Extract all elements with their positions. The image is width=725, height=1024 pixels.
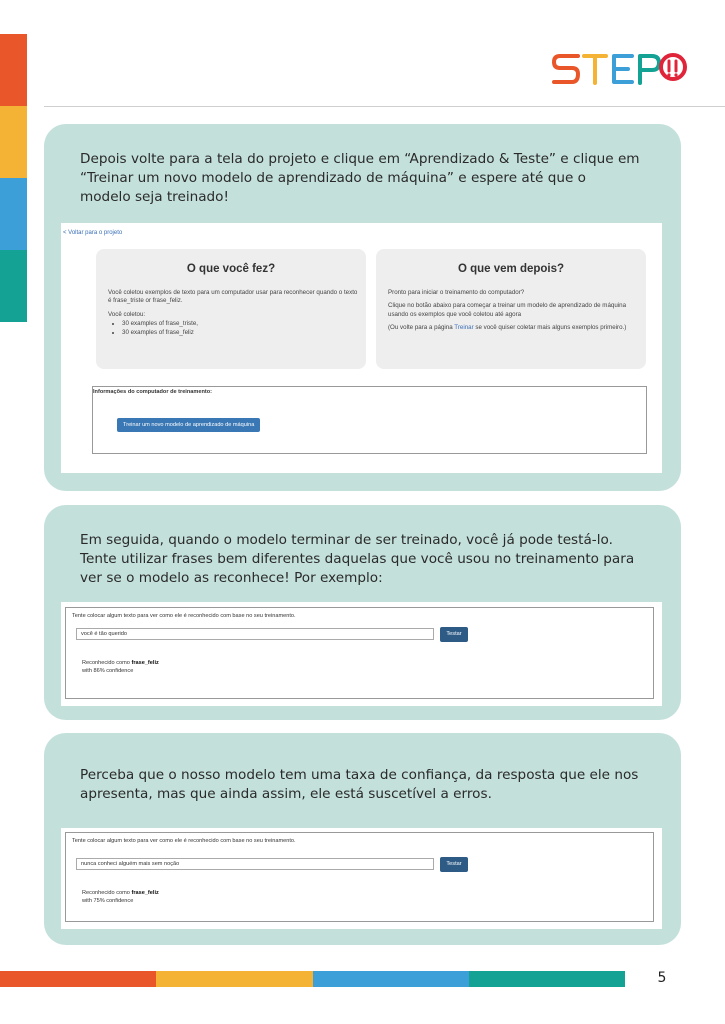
side-color-strip: [0, 34, 27, 322]
screenshot-test-1: [61, 602, 662, 706]
test-prompt: Tente colocar algum texto para ver como ele é reconhecido com base no seu treinamento.: [72, 613, 296, 619]
strip-teal: [0, 250, 27, 322]
result-label: frase_feliz: [131, 890, 159, 896]
what-comes-next-p2: Clique no botão abaixo para começar a treinar um modelo de aprendizado de máquina usando os exemplos que você coletou até agora: [388, 302, 627, 318]
result-prefix: Reconhecido como: [82, 890, 132, 896]
what-comes-next-p3: [388, 324, 638, 332]
section-2-text: Em seguida, quando o modelo terminar de ser treinado, você já pode testá-lo. Tente utilizar frases bem diferentes daquelas que você usou no treinamento para ver se o modelo as reconhece! Por exemplo:: [80, 532, 635, 586]
what-you-did-body: [108, 289, 358, 337]
what-you-did-p1: Você coletou exemplos de texto para um computador usar para reconhecer quando o texto é frase_triste or frase_feliz.: [108, 289, 358, 305]
strip-blue: [313, 971, 469, 987]
p3-text-b: se você quiser coletar mais alguns exemplos primeiro.): [473, 324, 627, 332]
list-item: • 30 examples of frase_triste,: [122, 320, 358, 328]
list-item: • 30 examples of frase_feliz: [122, 329, 358, 337]
section-card-3: [44, 733, 681, 945]
training-info-label: Informações do computador de treinamento:: [93, 389, 213, 395]
test-button[interactable]: Testar: [440, 627, 468, 642]
what-you-did-box: [96, 249, 366, 369]
screenshot-training: [61, 223, 662, 473]
test-panel: [65, 607, 654, 699]
test-panel: [65, 832, 654, 922]
test-result: [82, 889, 159, 905]
step-logo-icon: [661, 55, 685, 79]
page-number: 5: [657, 970, 667, 986]
result-confidence: with 86% confidence: [82, 668, 134, 674]
what-you-did-p2: Você coletou:: [108, 310, 146, 318]
p3-text-a: (Ou volte para a página: [388, 324, 455, 332]
back-to-project-link[interactable]: < Voltar para o projeto: [63, 230, 123, 236]
step-logo: [552, 50, 688, 90]
strip-orange: [0, 971, 156, 987]
train-new-model-button[interactable]: Treinar um novo modelo de aprendizado de máquina: [117, 418, 260, 432]
result-confidence: with 75% confidence: [82, 898, 134, 904]
strip-blue: [0, 178, 27, 250]
what-comes-next-title: O que vem depois?: [457, 263, 565, 275]
training-computer-panel: [92, 386, 647, 454]
test-text-input[interactable]: você é tão querido: [76, 628, 434, 640]
section-card-2: [44, 505, 681, 720]
what-you-did-title: O que você fez?: [186, 263, 276, 275]
section-1-text: Depois volte para a tela do projeto e clique em “Aprendizado & Teste” e clique em “Treinar um novo modelo de aprendizado de máquina” e espere até que o modelo seja treinado!: [80, 151, 640, 205]
section-3-text: Perceba que o nosso modelo tem uma taxa de confiança, da resposta que ele nos apresenta, mas que ainda assim, ele está suscetível a erros.: [80, 767, 639, 802]
strip-yellow: [0, 106, 27, 178]
result-label: frase_feliz: [131, 660, 159, 666]
test-text-input[interactable]: nunca conheci alguém mais sem noção: [76, 858, 434, 870]
test-button[interactable]: Testar: [440, 857, 468, 872]
bottom-color-strip: [0, 971, 625, 987]
section-card-1: [44, 124, 681, 491]
strip-yellow: [156, 971, 312, 987]
strip-teal: [469, 971, 625, 987]
header-divider: [44, 106, 725, 107]
strip-orange: [0, 34, 27, 106]
test-prompt: Tente colocar algum texto para ver como ele é reconhecido com base no seu treinamento.: [72, 838, 296, 844]
result-prefix: Reconhecido como: [82, 660, 132, 666]
what-comes-next-body: [388, 289, 638, 338]
test-result: [82, 659, 159, 675]
what-comes-next-box: [376, 249, 646, 369]
examples-list: [122, 320, 358, 337]
what-comes-next-p1: Pronto para iniciar o treinamento do computador?: [388, 289, 525, 296]
train-page-link[interactable]: Treinar: [454, 324, 474, 332]
screenshot-test-2: [61, 828, 662, 929]
